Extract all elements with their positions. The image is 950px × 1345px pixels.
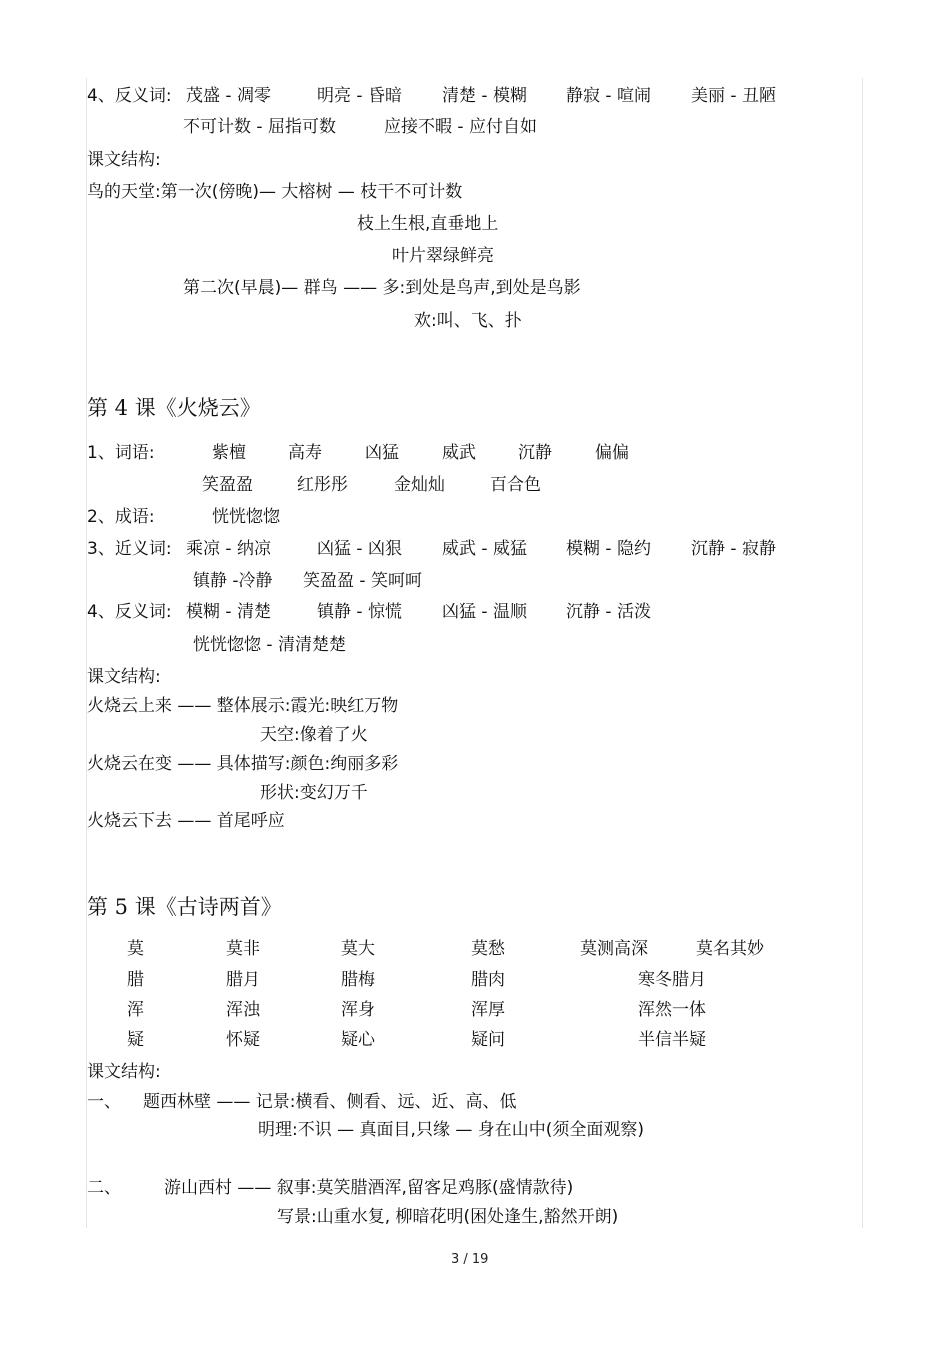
word-item: 高寿	[288, 443, 322, 463]
antonym-item: 模糊 - 清楚	[186, 602, 271, 622]
synonym-item: 沉静 - 寂静	[691, 539, 776, 559]
antonym-item: 沉静 - 活泼	[566, 602, 651, 622]
antonym-label: 4、反义词:	[87, 602, 172, 622]
char-word: 腊月	[226, 970, 260, 990]
antonym-item: 静寂 - 喧闹	[566, 86, 651, 106]
char-word: 腊	[127, 970, 144, 990]
word-item: 金灿灿	[394, 475, 445, 495]
structure-label: 课文结构:	[87, 150, 161, 170]
word-item: 笑盈盈	[202, 475, 253, 495]
char-word: 莫非	[226, 939, 260, 959]
lesson-4-title: 第 4 课《火烧云》	[87, 396, 261, 420]
char-word: 腊梅	[341, 970, 375, 990]
char-word: 莫愁	[471, 939, 505, 959]
structure-line: 天空:像着了火	[260, 725, 368, 745]
antonym-item: 茂盛 - 凋零	[186, 86, 271, 106]
poem-number: 二、	[87, 1178, 121, 1198]
word-item: 紫檀	[212, 443, 246, 463]
word-item: 偏偏	[595, 443, 629, 463]
char-word: 浑然一体	[638, 1000, 706, 1020]
page-number: 3 / 19	[451, 1252, 489, 1267]
char-word: 怀疑	[226, 1030, 260, 1050]
structure-label: 课文结构:	[87, 667, 161, 687]
antonym-item: 镇静 - 惊慌	[317, 602, 402, 622]
antonym-item: 美丽 - 丑陋	[691, 86, 776, 106]
char-word: 疑问	[471, 1030, 505, 1050]
structure-line: 火烧云下去 —— 首尾呼应	[87, 811, 285, 831]
synonym-item: 模糊 - 隐约	[566, 539, 651, 559]
synonym-label: 3、近义词:	[87, 539, 172, 559]
word-item: 沉静	[518, 443, 552, 463]
structure-line: 鸟的天堂:第一次(傍晚)— 大榕树 — 枝干不可计数	[87, 182, 463, 202]
structure-line: 形状:变幻万千	[260, 783, 368, 803]
char-word: 莫名其妙	[696, 939, 764, 959]
char-word: 浑厚	[471, 1000, 505, 1020]
char-word: 半信半疑	[638, 1030, 706, 1050]
structure-label: 课文结构:	[87, 1062, 161, 1082]
synonym-item: 镇静 -冷静	[193, 571, 273, 591]
page-margin-line-left	[86, 78, 87, 1228]
structure-line: 明理:不识 — 真面目,只缘 — 身在山中(须全面观察)	[258, 1120, 645, 1140]
word-item: 红彤彤	[297, 475, 348, 495]
structure-line: 枝上生根,直垂地上	[357, 214, 499, 234]
char-word: 浑	[127, 1000, 144, 1020]
antonym-item: 明亮 - 昏暗	[317, 86, 402, 106]
antonym-item: 凶猛 - 温顺	[442, 602, 527, 622]
structure-line: 写景:山重水复, 柳暗花明(困处逢生,豁然开朗)	[277, 1207, 619, 1227]
idiom-label: 2、成语:	[87, 507, 155, 527]
char-word: 疑心	[341, 1030, 375, 1050]
char-word: 浑身	[341, 1000, 375, 1020]
structure-line: 第二次(早晨)— 群鸟 —— 多:到处是鸟声,到处是鸟影	[183, 278, 581, 298]
char-word: 莫大	[341, 939, 375, 959]
char-word: 莫	[127, 939, 144, 959]
antonym-item: 清楚 - 模糊	[442, 86, 527, 106]
structure-line: 叶片翠绿鲜亮	[392, 246, 494, 266]
antonym-item: 应接不暇 - 应付自如	[384, 117, 537, 137]
lesson-5-title: 第 5 课《古诗两首》	[87, 895, 282, 919]
structure-line: 题西林壁 —— 记景:横看、侧看、远、近、高、低	[143, 1092, 517, 1112]
words-label: 1、词语:	[87, 443, 155, 463]
structure-line: 游山西村 —— 叙事:莫笑腊酒浑,留客足鸡豚(盛情款待)	[164, 1178, 574, 1198]
structure-line: 火烧云在变 —— 具体描写:颜色:绚丽多彩	[87, 754, 399, 774]
char-word: 莫测高深	[580, 939, 648, 959]
antonym-item: 恍恍惚惚 - 清清楚楚	[193, 635, 346, 655]
page-margin-line-right	[862, 78, 863, 1228]
word-item: 凶猛	[365, 443, 399, 463]
synonym-item: 威武 - 威猛	[442, 539, 527, 559]
synonym-item: 笑盈盈 - 笑呵呵	[303, 571, 422, 591]
antonym-item: 不可计数 - 屈指可数	[183, 117, 336, 137]
char-word: 浑浊	[226, 1000, 260, 1020]
structure-line: 火烧云上来 —— 整体展示:霞光:映红万物	[87, 696, 399, 716]
char-word: 寒冬腊月	[638, 970, 706, 990]
antonym-label: 4、反义词:	[87, 86, 172, 106]
char-word: 疑	[127, 1030, 144, 1050]
word-item: 威武	[442, 443, 476, 463]
synonym-item: 凶猛 - 凶狠	[317, 539, 402, 559]
idiom-item: 恍恍惚惚	[212, 507, 280, 527]
char-word: 腊肉	[471, 970, 505, 990]
synonym-item: 乘凉 - 纳凉	[186, 539, 271, 559]
poem-number: 一、	[87, 1092, 121, 1112]
structure-line: 欢:叫、飞、扑	[414, 311, 522, 331]
word-item: 百合色	[490, 475, 541, 495]
